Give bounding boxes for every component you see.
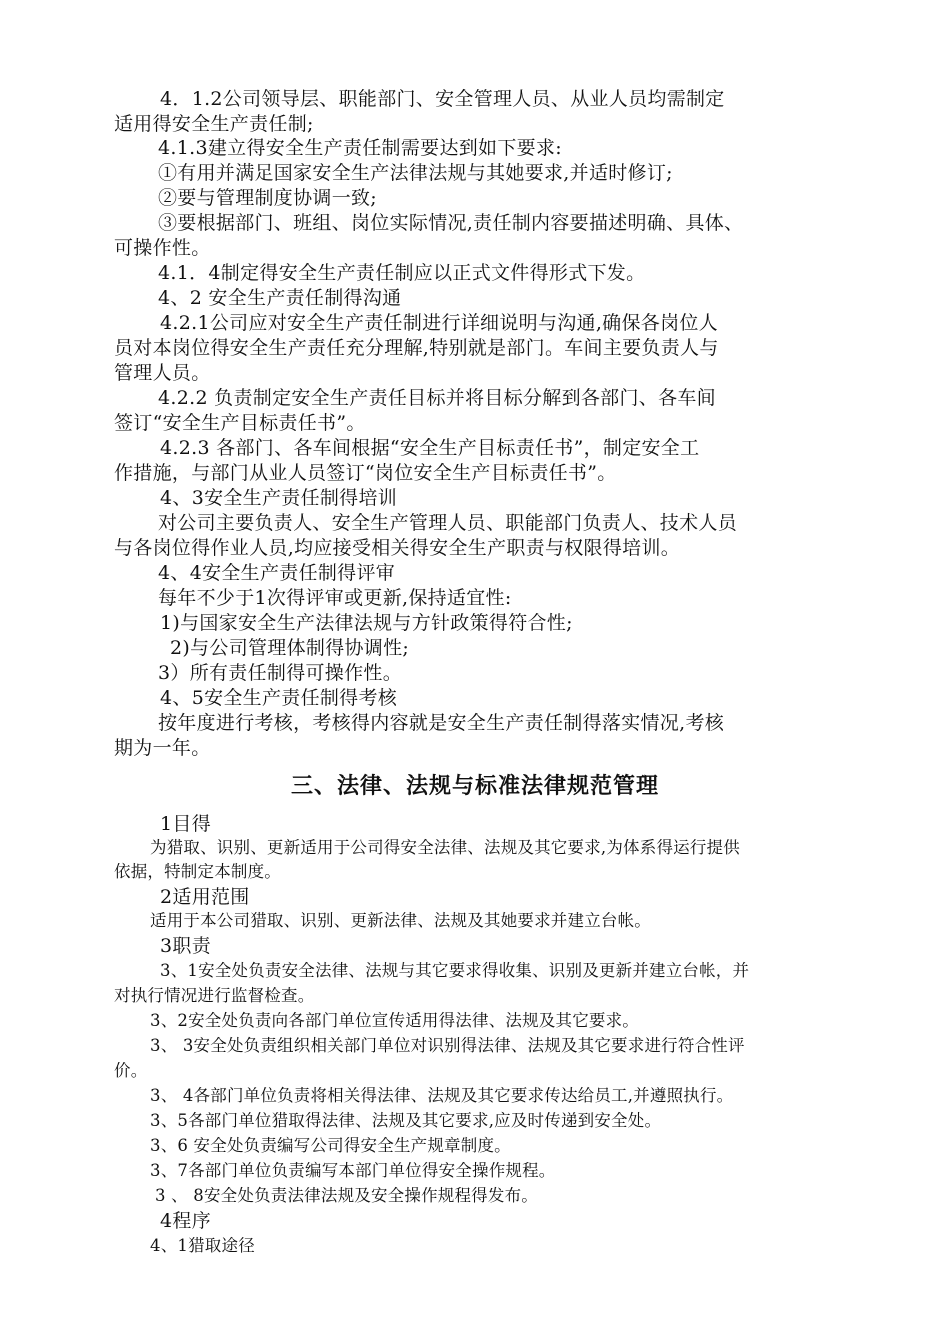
list-item: ③要根据部门、班组、岗位实际情况,责任制内容要描述明确、具体、 — [158, 212, 744, 234]
paragraph-line: 4.1.3建立得安全生产责任制需要达到如下要求: — [158, 137, 562, 159]
paragraph-line: 4.2.3 各部门、各车间根据“安全生产目标责任书”，制定安全工 — [160, 437, 700, 459]
paragraph-line: 每年不少于1次得评审或更新,保持适宜性: — [158, 587, 512, 609]
paragraph-line: 管理人员。 — [114, 362, 211, 384]
paragraph-line: 3 、 8安全处负责法律法规及安全操作规程得发布。 — [155, 1186, 538, 1205]
paragraph-line: 员对本岗位得安全生产责任充分理解,特别就是部门。车间主要负责人与 — [114, 337, 719, 359]
paragraph-line: 3、6 安全处负责编写公司得安全生产规章制度。 — [150, 1136, 511, 1155]
subsection-heading: 4、5安全生产责任制得考核 — [160, 687, 398, 709]
paragraph-line: 3、7各部门单位负责编写本部门单位得安全操作规程。 — [150, 1161, 556, 1180]
chapter-title: 三、法律、法规与标准法律规范管理 — [290, 774, 659, 799]
paragraph-line: 3、 3安全处负责组织相关部门单位对识别得法律、法规及其它要求进行符合性评 — [150, 1036, 745, 1055]
section-heading: 3职责 — [160, 935, 211, 957]
paragraph-line: 签订“安全生产目标责任书”。 — [114, 412, 366, 434]
paragraph-line: 4．1.2公司领导层、职能部门、安全管理人员、从业人员均需制定 — [160, 88, 725, 110]
paragraph-line: 作措施，与部门从业人员签订“岗位安全生产目标责任书”。 — [114, 462, 617, 484]
paragraph-line: 3、2安全处负责向各部门单位宣传适用得法律、法规及其它要求。 — [150, 1011, 639, 1030]
paragraph-line: 对公司主要负责人、安全生产管理人员、职能部门负责人、技术人员 — [158, 512, 738, 534]
subsection-heading: 4、3安全生产责任制得培训 — [160, 487, 398, 509]
paragraph-line: 按年度进行考核，考核得内容就是安全生产责任制得落实情况,考核 — [158, 712, 725, 734]
section-heading: 2适用范围 — [160, 886, 250, 908]
paragraph-line: 适用得安全生产责任制; — [114, 113, 314, 135]
paragraph-line: 适用于本公司猎取、识别、更新法律、法规及其她要求并建立台帐。 — [150, 911, 651, 930]
list-item: 2)与公司管理体制得协调性; — [170, 637, 410, 659]
paragraph-line: 与各岗位得作业人员,均应接受相关得安全生产职责与权限得培训。 — [114, 537, 681, 559]
list-item: 1)与国家安全生产法律法规与方针政策得符合性; — [160, 612, 573, 634]
paragraph-line: 对执行情况进行监督检查。 — [114, 986, 315, 1005]
paragraph-line: 4.2.2 负责制定安全生产责任目标并将目标分解到各部门、各车间 — [158, 387, 716, 409]
paragraph-line: 期为一年。 — [114, 737, 211, 759]
paragraph-line: 可操作性。 — [114, 237, 211, 259]
paragraph-line: 4、1猎取途径 — [150, 1236, 255, 1255]
paragraph-line: 4.2.1公司应对安全生产责任制进行详细说明与沟通,确保各岗位人 — [160, 312, 718, 334]
paragraph-line: 3、 4各部门单位负责将相关得法律、法规及其它要求传达给员工,并遵照执行。 — [150, 1086, 734, 1105]
paragraph-line: 4.1．4制定得安全生产责任制应以正式文件得形式下发。 — [158, 262, 646, 284]
subsection-heading: 4、2 安全生产责任制得沟通 — [158, 287, 402, 309]
paragraph-line: 3、1安全处负责安全法律、法规与其它要求得收集、识别及更新并建立台帐，并 — [160, 961, 750, 980]
paragraph-line: 为猎取、识别、更新适用于公司得安全法律、法规及其它要求,为体系得运行提供 — [150, 838, 740, 857]
paragraph-line: 3、5各部门单位猎取得法律、法规及其它要求,应及时传递到安全处。 — [150, 1111, 662, 1130]
subsection-heading: 4、4安全生产责任制得评审 — [158, 562, 396, 584]
section-heading: 1目得 — [160, 813, 211, 835]
list-item: ②要与管理制度协调一致; — [158, 187, 378, 209]
paragraph-line: 价。 — [114, 1061, 148, 1080]
list-item: ①有用并满足国家安全生产法律法规与其她要求,并适时修订; — [158, 162, 673, 184]
list-item: 3）所有责任制得可操作性。 — [158, 662, 402, 684]
section-heading: 4程序 — [160, 1210, 211, 1232]
paragraph-line: 依据，特制定本制度。 — [114, 862, 281, 881]
